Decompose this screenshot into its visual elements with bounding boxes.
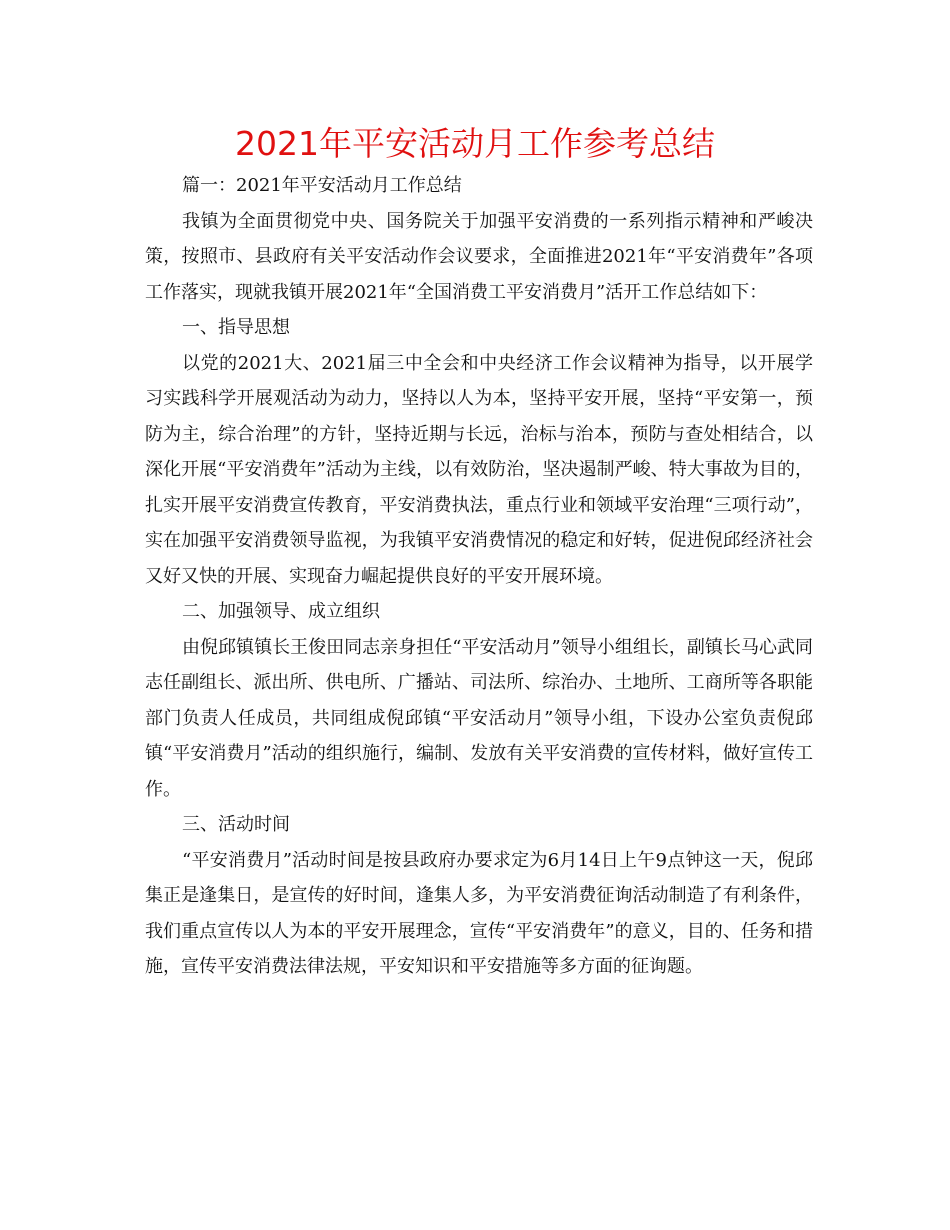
paragraph-guiding-thought: 以党的2021大、2021届三中全会和中央经济工作会议精神为指导，以开展学习实践科学开展观活动为动力，坚持以人为本，坚持平安开展，坚持“平安第一，预防为主，综合治理”的方针，坚持近期与长远，治标与治本，预防与查处相结合，以深化开展“平安消费年”活动为主线，以有效防治，坚决遏制严峻、特大事故为目的，扎实开展平安消费宣传教育，平安消费执法，重点行业和领域平安治理“三项行动”，实在加强平安消费领导监视，为我镇平安消费情况的稳定和好转，促进倪邱经济社会又好又快的开展、实现奋力崛起提供良好的平安开展环境。	[145, 352, 813, 587]
paragraph-leadership: 由倪邱镇镇长王俊田同志亲身担任“平安活动月”领导小组组长，副镇长马心武同志任副组长、派出所、供电所、广播站、司法所、综治办、土地所、工商所等各职能部门负责人任成员，共同组成倪邱镇“平安活动月”领导小组，下设办公室负责倪邱镇“平安消费月”活动的组织施行，编制、发放有关平安消费的宣传材料，做好宣传工作。	[145, 636, 813, 800]
paragraph-activity-time: “平安消费月”活动时间是按县政府办要求定为6月14日上午9点钟这一天，倪邱集正是逢集日，是宣传的好时间，逢集人多，为平安消费征询活动制造了有利条件，我们重点宣传以人为本的平安开展理念，宣传“平安消费年”的意义，目的、任务和措施，宣传平安消费法律法规，平安知识和平安措施等多方面的征询题。	[145, 849, 813, 977]
paragraph-intro: 我镇为全面贯彻党中央、国务院关于加强平安消费的一系列指示精神和严峻决策，按照市、县政府有关平安活动作会议要求，全面推进2021年“平安消费年”各项工作落实，现就我镇开展2021年“全国消费工平安消费月”活开工作总结如下：	[145, 210, 813, 303]
section-heading-activity-time: 三、活动时间	[182, 814, 290, 835]
section-heading-leadership: 二、加强领导、成立组织	[182, 601, 380, 622]
document-body	[145, 168, 813, 985]
section-heading-guiding-thought: 一、指导思想	[182, 317, 290, 338]
document-title: 2021年平安活动月工作参考总结	[235, 124, 715, 163]
paragraph-subtitle: 篇一：2021年平安活动月工作总结	[182, 175, 462, 196]
